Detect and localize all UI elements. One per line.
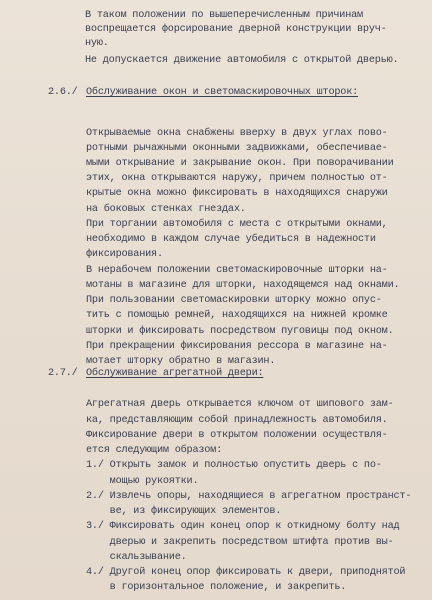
- section-2-6-title: Обслуживание окон и светомаскировочных шторок:: [86, 87, 359, 98]
- s26-line-5: крытые окна можно фиксировать в находящихся снаружи: [86, 188, 388, 199]
- section-2-7-title: Обслуживание агрегатной двери:: [86, 368, 264, 379]
- s27-line-4: ется следующим образом:: [86, 445, 223, 456]
- s27-item-2: 2./ Извлечь опоры, находящиеся в агрегатном пространст-: [86, 491, 412, 502]
- s26-line-4: этих, окна открываются наружу, причем полностью от-: [86, 173, 388, 184]
- intro-line-2: воспрещается форсирование дверной конструкции вруч-: [85, 24, 387, 35]
- s27-item-1-cont: мощью рукоятки.: [86, 476, 199, 487]
- s27-line-2: ка, представляющим собой принадлежность автомобиля.: [86, 415, 388, 426]
- s26-line-15: При прекращении фиксирования рессора в магазине на-: [86, 341, 388, 352]
- intro-line-3: ную.: [85, 38, 109, 49]
- s26-line-1: Открываемые окна снабжены вверху в двух углах пово-: [86, 128, 388, 139]
- s26-line-2: ротными рычажными оконными задвижками, обеспечивае-: [86, 143, 388, 154]
- s27-item-1: 1./ Открыть замок и полностью опустить дверь с по-: [86, 460, 382, 471]
- s27-item-4-cont: в горизонтальное положение, и закрепить.: [86, 582, 347, 593]
- intro-line-1: В таком положении по вышеперечисленным причинам: [85, 10, 363, 21]
- s27-item-2-cont: ве, из фиксирующих элементов.: [86, 506, 282, 517]
- section-2-6-number: 2.6./: [48, 87, 78, 98]
- intro-line-4: Не допускается движение автомобиля с открытой дверью.: [85, 55, 399, 66]
- s26-line-16: мотает шторку обратно в магазин.: [86, 356, 276, 367]
- section-2-7-number: 2.7./: [48, 368, 78, 379]
- s27-item-3: 3./ Фиксировать один конец опор к откидному болту над: [86, 521, 400, 532]
- s27-item-3-cont2: скальзывание.: [86, 552, 187, 563]
- s26-line-10: В нерабочем положении светомаскировочные шторки на-: [86, 265, 388, 276]
- section-2-7-heading: [48, 368, 263, 380]
- s26-line-14: шторки и фиксировать посредством пуговицы под окном.: [86, 326, 394, 337]
- s26-line-8: необходимо в каждом случае убедиться в надежности: [86, 234, 376, 245]
- s26-line-6: на боковых стенках гнездах.: [86, 204, 246, 215]
- s26-line-9: фиксирования.: [86, 249, 163, 260]
- section-2-6-heading: [48, 87, 358, 99]
- s27-line-3: Фиксирование двери в открытом положении осуществля-: [86, 430, 388, 441]
- s26-line-3: мыми открывание и закрывание окон. При поворачивании: [86, 158, 394, 169]
- s27-item-3-cont: дверью и закрепить посредством штифта против вы-: [86, 537, 394, 548]
- s27-line-1: Агрегатная дверь открывается ключом от шипового зам-: [86, 399, 394, 410]
- s26-line-13: тить с помощью ремней, находящихся на нижней кромке: [86, 310, 388, 321]
- s27-item-4: 4./ Другой конец опор фиксировать к двери, приподнятой: [86, 567, 406, 578]
- s26-line-11: мотаны в магазине для шторки, находящемся над окнами.: [86, 280, 400, 291]
- s26-line-7: При торгании автомобиля с места с открытыми окнами,: [86, 219, 388, 230]
- s26-line-12: При пользовании светомаскировки шторку можно опус-: [86, 295, 382, 306]
